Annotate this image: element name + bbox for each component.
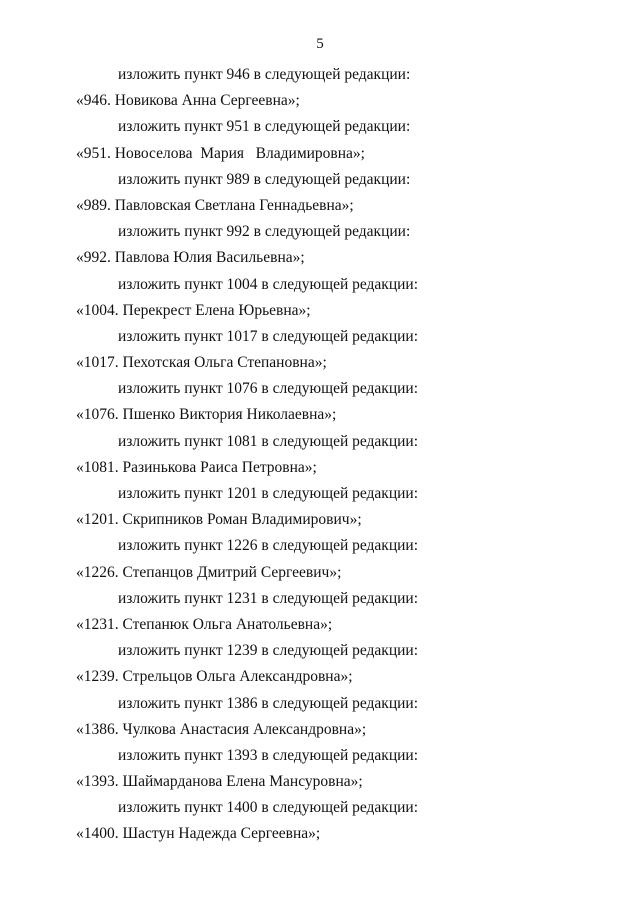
amendment-instruction: изложить пункт 1386 в следующей редакции: <box>118 694 419 712</box>
amendment-instruction: изложить пункт 951 в следующей редакции: <box>118 118 411 136</box>
amendment-text: «1201. Скрипников Роман Владимирович»; <box>76 511 362 529</box>
amendment-text: «1239. Стрельцов Ольга Александровна»; <box>76 668 353 686</box>
amendment-text: «989. Павловская Светлана Геннадьевна»; <box>76 196 354 214</box>
amendment-instruction: изложить пункт 1239 в следующей редакции: <box>118 642 419 660</box>
amendment-instruction: изложить пункт 1400 в следующей редакции: <box>118 799 419 817</box>
amendment-text: «951. Новоселова Мария Владимировна»; <box>76 144 365 162</box>
amendment-instruction: изложить пункт 1231 в следующей редакции: <box>118 589 419 607</box>
amendment-instruction: изложить пункт 992 в следующей редакции: <box>118 223 411 241</box>
amendment-text: «1004. Перекрест Елена Юрьевна»; <box>76 301 311 319</box>
amendment-instruction: изложить пункт 1393 в следующей редакции: <box>118 746 419 764</box>
amendment-text: «1393. Шаймарданова Елена Мансуровна»; <box>76 773 363 791</box>
amendment-text: «1226. Степанцов Дмитрий Сергеевич»; <box>76 563 342 581</box>
amendment-text: «1400. Шастун Надежда Сергеевна»; <box>76 825 321 843</box>
amendment-text: «1076. Пшенко Виктория Николаевна»; <box>76 406 337 424</box>
amendment-instruction: изложить пункт 1017 в следующей редакции: <box>118 327 419 345</box>
amendment-text: «1386. Чулкова Анастасия Александровна»; <box>76 720 367 738</box>
amendment-instruction: изложить пункт 1226 в следующей редакции: <box>118 537 419 555</box>
amendment-list <box>0 62 640 848</box>
page-number: 5 <box>316 36 324 52</box>
amendment-text: «1017. Пехотская Ольга Степановна»; <box>76 354 327 372</box>
amendment-instruction: изложить пункт 1081 в следующей редакции: <box>118 432 419 450</box>
amendment-instruction: изложить пункт 1004 в следующей редакции: <box>118 275 419 293</box>
amendment-instruction: изложить пункт 1076 в следующей редакции: <box>118 380 419 398</box>
amendment-text: «946. Новикова Анна Сергеевна»; <box>76 92 300 110</box>
amendment-text: «992. Павлова Юлия Васильевна»; <box>76 249 305 267</box>
amendment-instruction: изложить пункт 1201 в следующей редакции: <box>118 485 419 502</box>
amendment-instruction: изложить пункт 989 в следующей редакции: <box>118 170 411 188</box>
amendment-text: «1231. Степанюк Ольга Анатольевна»; <box>76 615 333 633</box>
amendment-instruction: изложить пункт 946 в следующей редакции: <box>118 66 411 83</box>
amendment-text: «1081. Разинькова Раиса Петровна»; <box>76 458 317 476</box>
